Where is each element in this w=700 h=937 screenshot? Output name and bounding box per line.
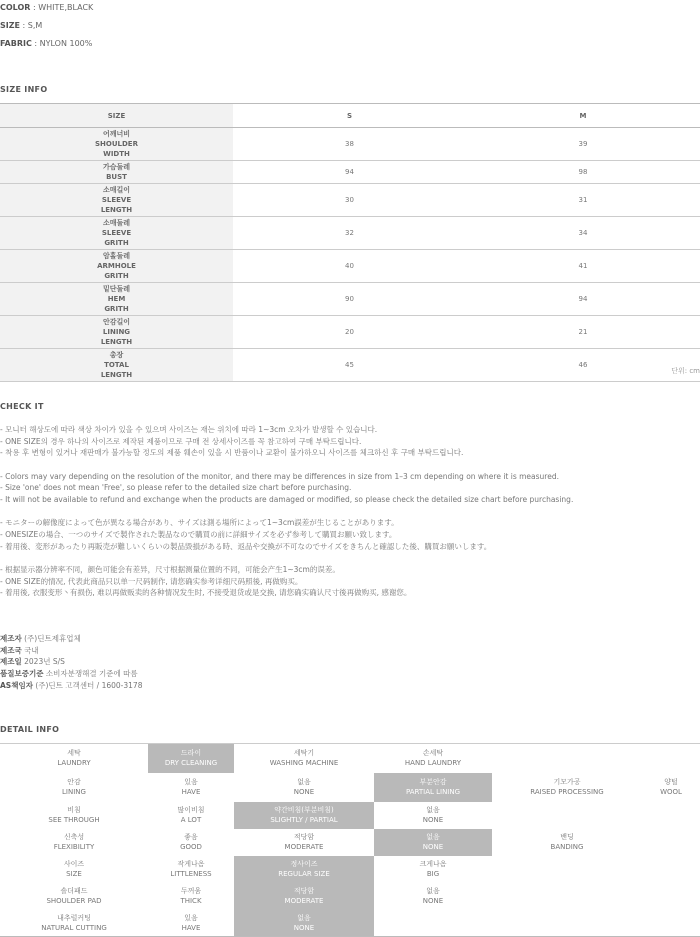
spec-label: FABRIC xyxy=(0,39,32,48)
size-value-m: 21 xyxy=(466,316,700,349)
detail-category xyxy=(0,773,148,802)
detail-ko: 양털 xyxy=(664,778,678,786)
detail-option xyxy=(148,910,234,937)
detail-ko: 내추럴커팅 xyxy=(57,913,91,922)
detail-en: HAVE xyxy=(181,788,201,796)
size-label-line: GRITH xyxy=(104,239,129,247)
detail-ko: 있음 xyxy=(184,778,198,786)
detail-ko: 없음 xyxy=(426,833,440,841)
detail-option-selected xyxy=(374,773,492,802)
detail-en: NATURAL CUTTING xyxy=(41,923,107,932)
maker-value: 소비자분쟁해결 기준에 따름 xyxy=(43,669,138,679)
detail-en: A LOT xyxy=(180,816,202,824)
size-value-m: 39 xyxy=(466,128,700,161)
detail-ko: 안감 xyxy=(67,778,81,786)
detail-en: HAVE xyxy=(181,923,201,932)
spec-value: : NYLON 100% xyxy=(31,39,93,48)
detail-option xyxy=(374,802,492,829)
detail-en: NONE xyxy=(422,897,444,905)
detail-option-selected xyxy=(234,856,374,883)
size-label-line: ARMHOLE xyxy=(97,262,136,270)
check-line: - 着用後, 衣服变形丶有损伤, 难以再做贩卖的各种情况发生时, 不接受退货或是交换, 请您确实确认尺寸後再做购买, 感谢您。 xyxy=(0,588,412,598)
size-header-m: M xyxy=(466,104,700,128)
check-line: - ONE SIZE的情况, 代表此商品只以单一尺码制作, 请您确实参考详细尺码照後, 再做购买。 xyxy=(0,576,303,586)
detail-en: BIG xyxy=(426,870,440,878)
detail-ko: 기모가공 xyxy=(553,778,581,786)
size-row-label xyxy=(0,184,233,217)
detail-en: BANDING xyxy=(550,843,584,851)
detail-ko: 약간비침(부분비침) xyxy=(274,806,334,814)
detail-ko: 신축성 xyxy=(63,833,85,841)
detail-en: NONE xyxy=(422,816,444,824)
maker-value: (주)딘트 고객센터 / 1600-3178 xyxy=(32,680,143,690)
size-label-line: 가슴둘레 xyxy=(102,163,131,171)
detail-option-selected xyxy=(148,744,234,773)
maker-line xyxy=(0,633,142,645)
detail-category xyxy=(0,744,148,773)
detail-ko: 손세탁 xyxy=(422,749,444,758)
detail-ko: 적당함 xyxy=(293,833,315,841)
detail-ko: 없음 xyxy=(297,913,311,922)
detail-ko: 부분안감 xyxy=(419,778,447,786)
detail-en: HAND LAUNDRY xyxy=(404,759,462,768)
size-label-line: SHOULDER xyxy=(95,140,138,148)
detail-option-selected xyxy=(374,829,492,856)
maker-label: 제조일 xyxy=(0,657,22,667)
detail-en: WOOL xyxy=(660,788,682,796)
detail-ko: 작게나옴 xyxy=(177,860,205,868)
detail-en: WASHING MACHINE xyxy=(269,759,339,768)
detail-row xyxy=(0,829,700,856)
check-line: - ONE SIZE의 경우 하나의 사이즈로 제작된 제품이므로 구매 전 상세사이즈를 꼭 참고하여 구매 부탁드립니다. xyxy=(0,436,362,446)
detail-option xyxy=(374,883,492,910)
detail-ko: 없음 xyxy=(426,806,440,814)
size-label-line: GRITH xyxy=(104,272,129,280)
detail-option xyxy=(642,802,700,829)
detail-ko: 숄더패드 xyxy=(60,887,88,895)
detail-ko: 많이비침 xyxy=(177,806,205,814)
size-row-label xyxy=(0,128,233,161)
detail-option xyxy=(642,773,700,802)
detail-ko: 없음 xyxy=(297,778,311,786)
detail-row xyxy=(0,773,700,802)
size-header-s: S xyxy=(233,104,466,128)
spec-label: COLOR xyxy=(0,3,31,12)
size-label-line: 밑단둘레 xyxy=(102,285,131,293)
size-header-label: SIZE xyxy=(0,104,233,128)
maker-line xyxy=(0,680,142,692)
detail-option xyxy=(642,910,700,937)
detail-option xyxy=(492,856,642,883)
detail-table xyxy=(0,743,700,937)
size-label-line: 암홀둘레 xyxy=(102,252,131,260)
size-row xyxy=(0,161,700,184)
spec-line xyxy=(0,39,92,48)
size-row-label xyxy=(0,217,233,250)
maker-line xyxy=(0,645,142,657)
maker-line xyxy=(0,668,142,680)
size-row xyxy=(0,184,700,217)
detail-ko: 크게나옴 xyxy=(419,860,447,868)
detail-row xyxy=(0,910,700,937)
detail-en: LINING xyxy=(62,788,86,796)
detail-option xyxy=(642,883,700,910)
detail-option xyxy=(492,802,642,829)
detail-row xyxy=(0,744,700,773)
spec-line xyxy=(0,3,93,12)
check-it-notes xyxy=(0,424,573,610)
spec-value: : WHITE,BLACK xyxy=(30,3,94,12)
detail-option xyxy=(642,856,700,883)
size-value-m: 46 xyxy=(466,349,700,382)
size-label-line: 소매길이 xyxy=(102,186,131,194)
detail-category xyxy=(0,802,148,829)
size-value-m: 94 xyxy=(466,283,700,316)
detail-category xyxy=(0,883,148,910)
maker-line xyxy=(0,656,142,668)
detail-ko: 드라이 xyxy=(180,749,202,758)
size-label-line: HEM xyxy=(107,295,126,303)
maker-value: (주)딘트제휴업체 xyxy=(21,634,81,643)
detail-option xyxy=(148,856,234,883)
size-label-line: LENGTH xyxy=(100,371,133,379)
size-label-line: WIDTH xyxy=(103,150,130,158)
detail-en: RAISED PROCESSING xyxy=(530,788,604,796)
detail-en: REGULAR SIZE xyxy=(278,870,330,878)
detail-en: LITTLENESS xyxy=(170,870,212,878)
detail-option xyxy=(374,910,492,937)
detail-option xyxy=(492,829,642,856)
size-table-header xyxy=(0,104,700,128)
detail-ko: 없음 xyxy=(426,887,440,895)
check-line: - 착용 후 변형이 있거나 재판매가 불가능할 정도의 제품 훼손이 있을 시 반품이나 교환이 불가하오니 사이즈를 체크하신 후 구매 부탁드립니다. xyxy=(0,448,464,458)
detail-en: DRY CLEANING xyxy=(164,759,218,768)
size-value-m: 41 xyxy=(466,250,700,283)
detail-category xyxy=(0,856,148,883)
size-value-s: 45 xyxy=(233,349,466,382)
check-block xyxy=(0,471,573,506)
detail-option xyxy=(642,744,700,773)
size-value-m: 34 xyxy=(466,217,700,250)
check-line: - Colors may vary depending on the resolution of the monitor, and there may be differences in size from 1–3 cm depending on where it is measured. xyxy=(0,471,559,481)
detail-ko: 사이즈 xyxy=(63,860,85,868)
detail-en: NONE xyxy=(293,923,315,932)
detail-en: MODERATE xyxy=(284,843,324,851)
size-value-s: 94 xyxy=(233,161,466,184)
detail-en: PARTIAL LINING xyxy=(405,788,461,796)
size-value-s: 90 xyxy=(233,283,466,316)
check-line: - 모니터 해상도에 따라 색상 차이가 있을 수 있으며 사이즈는 재는 위치에 따라 1~3cm 오차가 발생할 수 있습니다. xyxy=(0,425,378,434)
size-row xyxy=(0,217,700,250)
size-label-line: 안감길이 xyxy=(102,318,131,326)
detail-option xyxy=(492,744,642,773)
detail-row xyxy=(0,802,700,829)
size-value-m: 31 xyxy=(466,184,700,217)
check-line: - 根据显示器分辨率不同，颜色可能会有差异，尺寸根据测量位置的不同，可能会产生1~3cm的误差。 xyxy=(0,564,340,574)
detail-en: SHOULDER PAD xyxy=(46,897,102,905)
detail-option-selected xyxy=(234,883,374,910)
size-table xyxy=(0,103,700,382)
check-block xyxy=(0,424,573,459)
spec-label: SIZE xyxy=(0,21,21,30)
detail-en: SLIGHTLY / PARTIAL xyxy=(270,816,338,824)
check-line: - モニターの解像度によって色が異なる場合があり、サイズは測る場所によって1~3cm誤差が生じることがあります。 xyxy=(0,518,399,528)
detail-en: MODERATE xyxy=(284,897,324,905)
detail-option xyxy=(148,802,234,829)
check-it-title: CHECK IT xyxy=(0,402,44,411)
detail-option xyxy=(234,773,374,802)
detail-option xyxy=(642,829,700,856)
size-label-line: 총장 xyxy=(109,351,124,359)
detail-option xyxy=(492,773,642,802)
maker-label: AS책임자 xyxy=(0,680,33,690)
check-block xyxy=(0,564,573,599)
size-label-line: TOTAL xyxy=(104,361,129,369)
size-label-line: LENGTH xyxy=(100,338,133,346)
check-line: - It will not be available to refund and exchange when the products are damaged or modified, so please check the detailed size chart before purchasing. xyxy=(0,495,574,505)
detail-option xyxy=(234,829,374,856)
size-value-s: 20 xyxy=(233,316,466,349)
detail-option xyxy=(374,856,492,883)
size-label-line: GRITH xyxy=(104,305,129,313)
check-block xyxy=(0,517,573,552)
size-row-label xyxy=(0,349,233,382)
detail-ko: 두꺼움 xyxy=(180,887,202,895)
maker-label: 품질보증기준 xyxy=(0,669,44,679)
check-line: - ONESIZEの場合、一つのサイズで製作された製品なので購買の前に詳細サイズを必ず参考して購買お願い致します。 xyxy=(0,529,397,539)
detail-row xyxy=(0,883,700,910)
maker-label: 제조국 xyxy=(0,645,22,655)
detail-row xyxy=(0,856,700,883)
size-label-line: BUST xyxy=(106,173,127,181)
detail-category xyxy=(0,829,148,856)
detail-option-selected xyxy=(234,802,374,829)
check-line: - 着用後、変形があったり再販売が難しいくらいの製品毀損がある時、返品や交換が不可なのでサイズをきちんと確認した後、購買お願いします。 xyxy=(0,541,492,551)
detail-category xyxy=(0,910,148,937)
detail-option xyxy=(148,883,234,910)
detail-option xyxy=(234,744,374,773)
detail-ko: 밴딩 xyxy=(560,833,574,841)
detail-ko: 비침 xyxy=(67,806,81,814)
detail-en: GOOD xyxy=(180,843,202,851)
detail-en: SEE THROUGH xyxy=(48,816,100,824)
size-info-title: SIZE INFO xyxy=(0,85,48,94)
size-row xyxy=(0,316,700,349)
detail-ko: 세탁 xyxy=(67,749,81,758)
detail-ko: 좋음 xyxy=(184,833,198,841)
detail-en: SIZE xyxy=(66,870,82,878)
detail-ko: 적당함 xyxy=(293,887,315,895)
detail-ko: 정사이즈 xyxy=(290,860,318,868)
check-line: - Size 'one' does not mean 'Free', so please refer to the detailed size chart before purchasing. xyxy=(0,483,352,493)
size-label-line: LINING xyxy=(102,328,131,336)
size-label-line: SLEEVE xyxy=(101,229,132,237)
size-value-s: 38 xyxy=(233,128,466,161)
detail-ko: 세탁기 xyxy=(293,749,315,758)
detail-ko: 있음 xyxy=(184,913,198,922)
detail-option xyxy=(374,744,492,773)
detail-option xyxy=(492,910,642,937)
detail-en: NONE xyxy=(422,843,444,851)
detail-en: FLEXIBILITY xyxy=(53,843,95,851)
size-value-s: 30 xyxy=(233,184,466,217)
detail-option xyxy=(148,773,234,802)
maker-label: 제조자 xyxy=(0,634,22,643)
maker-info xyxy=(0,633,142,692)
size-label-line: LENGTH xyxy=(100,206,133,214)
size-row-label xyxy=(0,283,233,316)
size-value-m: 98 xyxy=(466,161,700,184)
size-value-s: 32 xyxy=(233,217,466,250)
size-row-label xyxy=(0,250,233,283)
size-row xyxy=(0,128,700,161)
size-row xyxy=(0,283,700,316)
detail-en: THICK xyxy=(180,897,202,905)
detail-en: LAUNDRY xyxy=(57,759,91,768)
detail-info-title: DETAIL INFO xyxy=(0,725,60,734)
maker-value: 국내 xyxy=(21,645,39,655)
detail-en: NONE xyxy=(293,788,315,796)
detail-option xyxy=(492,883,642,910)
size-row xyxy=(0,349,700,382)
size-label-line: 소매둘레 xyxy=(102,219,131,227)
size-value-s: 40 xyxy=(233,250,466,283)
size-label-line: SLEEVE xyxy=(101,196,132,204)
detail-option-selected xyxy=(234,910,374,937)
spec-value: : S,M xyxy=(20,21,43,30)
size-row-label xyxy=(0,161,233,184)
spec-line xyxy=(0,21,42,30)
size-row-label xyxy=(0,316,233,349)
size-row xyxy=(0,250,700,283)
size-label-line: 어깨너비 xyxy=(102,130,131,138)
unit-note: 단위: cm xyxy=(671,367,700,375)
detail-option xyxy=(148,829,234,856)
maker-value: 2023년 S/S xyxy=(21,657,65,667)
